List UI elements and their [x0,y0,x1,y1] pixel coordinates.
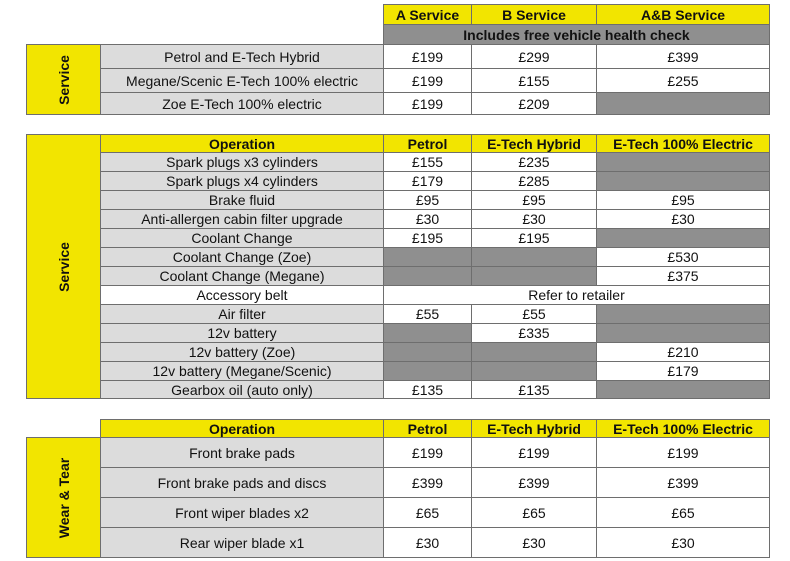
header-electric: E-Tech 100% Electric [596,134,770,153]
table-row-label: Spark plugs x3 cylinders [100,152,384,172]
table-row-label: Anti-allergen cabin filter upgrade [100,209,384,229]
header-hybrid: E-Tech Hybrid [471,419,597,438]
table-row-label: Rear wiper blade x1 [100,527,384,558]
header-hybrid: E-Tech Hybrid [471,134,597,153]
table-cell: £195 [383,228,472,248]
table-cell: £335 [471,323,597,343]
table-row-label: Coolant Change (Megane) [100,266,384,286]
table-cell-unavailable [383,342,472,362]
table-cell: £135 [471,380,597,399]
table-cell: £30 [471,209,597,229]
header-electric: E-Tech 100% Electric [596,419,770,438]
table-row-label: Spark plugs x4 cylinders [100,171,384,191]
table-cell: £179 [596,361,770,381]
header-a-service: A Service [383,4,472,25]
table-cell-unavailable [471,342,597,362]
table-row-label: Megane/Scenic E-Tech 100% electric [100,68,384,93]
table-cell: £235 [471,152,597,172]
table-cell: £255 [596,68,770,93]
table-cell: £199 [471,437,597,468]
table-cell-unavailable [471,247,597,267]
table-row-label: Coolant Change [100,228,384,248]
table-cell: £65 [596,497,770,528]
table-cell: £95 [596,190,770,210]
table-cell: £65 [383,497,472,528]
table-cell: £95 [471,190,597,210]
table-cell: £155 [383,152,472,172]
table-cell: £199 [383,92,472,115]
table-cell: £30 [596,527,770,558]
header-operation: Operation [100,419,384,438]
table-cell: £209 [471,92,597,115]
table-cell: £199 [383,437,472,468]
table-cell-unavailable [596,92,770,115]
wear-tear-side-label: Wear & Tear [26,437,101,558]
table-cell-unavailable [471,361,597,381]
table-cell-unavailable [383,247,472,267]
table-cell: £55 [383,304,472,324]
table-cell: £530 [596,247,770,267]
table-row-label: Petrol and E-Tech Hybrid [100,44,384,69]
table-row-label: Gearbox oil (auto only) [100,380,384,399]
table-row-label: Front brake pads [100,437,384,468]
table-cell-unavailable [471,266,597,286]
table-cell: £55 [471,304,597,324]
service-side-label-2: Service [26,134,101,399]
table-cell: £285 [471,171,597,191]
table-row-label: 12v battery (Megane/Scenic) [100,361,384,381]
table-cell: £155 [471,68,597,93]
table-cell: £399 [471,467,597,498]
table-cell: £210 [596,342,770,362]
table-cell: £65 [471,497,597,528]
table-cell-unavailable [383,266,472,286]
table-row-label: Brake fluid [100,190,384,210]
table-cell: £399 [383,467,472,498]
table-row-label: 12v battery [100,323,384,343]
table-row-label: 12v battery (Zoe) [100,342,384,362]
table-cell: £299 [471,44,597,69]
table-cell: £30 [596,209,770,229]
table-row-label: Coolant Change (Zoe) [100,247,384,267]
table-cell-unavailable [596,380,770,399]
table-row-label: Zoe E-Tech 100% electric [100,92,384,115]
table-cell: £199 [383,44,472,69]
table-cell: £399 [596,44,770,69]
table-cell-unavailable [596,171,770,191]
header-operation: Operation [100,134,384,153]
table-row-label: Air filter [100,304,384,324]
table-cell: £95 [383,190,472,210]
table-cell: £375 [596,266,770,286]
table-cell: £199 [596,437,770,468]
table-row-label: Front wiper blades x2 [100,497,384,528]
table-cell-unavailable [383,323,472,343]
table-row-label: Front brake pads and discs [100,467,384,498]
table-cell: £30 [383,527,472,558]
header-petrol: Petrol [383,419,472,438]
table-cell: £179 [383,171,472,191]
service-side-label-1: Service [26,44,101,115]
table-row-label: Accessory belt [100,285,384,305]
refer-to-retailer-cell: Refer to retailer [383,285,770,305]
table-cell: £30 [471,527,597,558]
header-petrol: Petrol [383,134,472,153]
header-ab-service: A&B Service [596,4,770,25]
table-cell: £195 [471,228,597,248]
health-check-banner: Includes free vehicle health check [383,24,770,45]
table-cell-unavailable [596,228,770,248]
table-cell-unavailable [383,361,472,381]
table-cell: £135 [383,380,472,399]
table-cell-unavailable [596,323,770,343]
table-cell: £199 [383,68,472,93]
table-cell: £399 [596,467,770,498]
table-cell-unavailable [596,152,770,172]
table-cell: £30 [383,209,472,229]
table-cell-unavailable [596,304,770,324]
header-b-service: B Service [471,4,597,25]
